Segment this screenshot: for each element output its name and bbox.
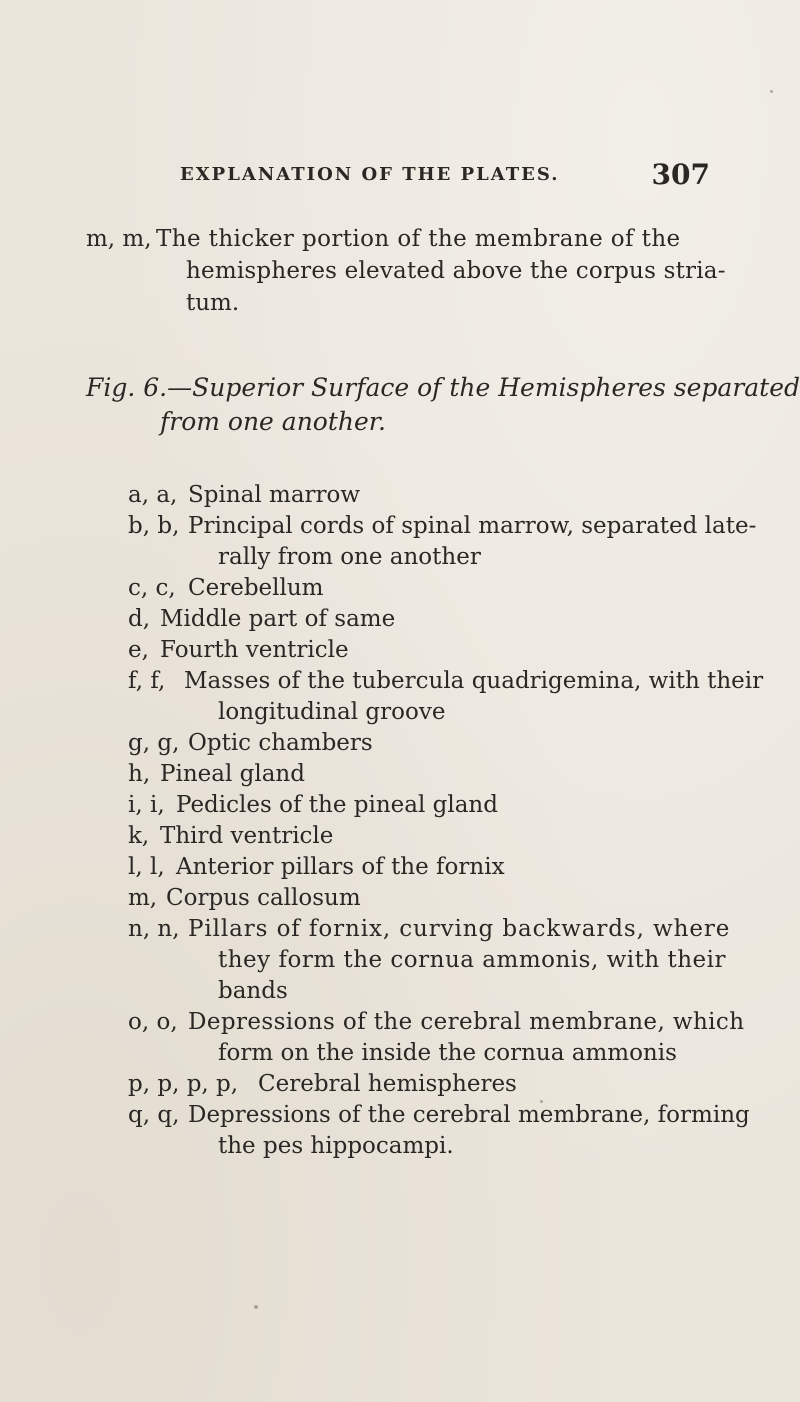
entry-text-line: Third ventricle	[160, 823, 334, 849]
entry-label: c, c,	[128, 575, 176, 601]
entry-label: l, l,	[128, 854, 165, 880]
entry-label: m,	[128, 885, 158, 911]
entry-label: g, g,	[128, 730, 180, 756]
figure-heading-line: from one another.	[160, 407, 386, 436]
figure-heading-line: Fig. 6.—Superior Surface of the Hemispheres separated	[86, 373, 800, 402]
entry-text-line: form on the inside the cornua ammonis	[218, 1040, 677, 1066]
entry-label: e,	[128, 637, 149, 663]
entry-text-line: they form the cornua ammonis, with their	[218, 947, 726, 973]
entry-text-line: the pes hippocampi.	[218, 1133, 454, 1159]
entry-text-line: Pedicles of the pineal gland	[176, 792, 498, 818]
entry-label: i, i,	[128, 792, 165, 818]
running-head	[180, 160, 710, 196]
entry-text-line: Spinal marrow	[188, 482, 361, 508]
entry-label: p, p, p, p,	[128, 1071, 239, 1097]
entry-text-line: Cerebellum	[188, 575, 324, 601]
entry-label: b, b,	[128, 513, 180, 539]
entry-text-line: Cerebral hemispheres	[258, 1071, 517, 1097]
entry-text-line: Depressions of the cerebral membrane, forming	[188, 1102, 750, 1128]
entry-text-line: Pillars of fornix, curving backwards, where	[188, 916, 731, 942]
entry-text-line: Corpus callosum	[166, 885, 361, 911]
entry-text-line: Anterior pillars of the fornix	[176, 854, 505, 880]
paper-speck	[540, 1100, 543, 1103]
entry-label: f, f,	[128, 668, 166, 694]
entry-label: q, q,	[128, 1102, 180, 1128]
entry-label: o, o,	[128, 1009, 178, 1035]
paper-speck	[770, 90, 773, 93]
entry-text-line: hemispheres elevated above the corpus stria-	[186, 258, 726, 284]
entry-label: a, a,	[128, 482, 178, 508]
entry-label: d,	[128, 606, 151, 632]
entry-label: k,	[128, 823, 150, 849]
entry-text-line: Depressions of the cerebral membrane, which	[188, 1009, 745, 1035]
running-title: EXPLANATION OF THE PLATES.	[180, 164, 560, 185]
paper-speck	[254, 1305, 258, 1309]
page-number: 307	[651, 158, 710, 191]
entry-text-line: Fourth ventricle	[160, 637, 349, 663]
entry-text-line: Optic chambers	[188, 730, 373, 756]
entry-label: n, n,	[128, 916, 180, 942]
entry-label: m, m,	[86, 226, 152, 252]
entry-label: h,	[128, 761, 151, 787]
entry-text-line: tum.	[186, 290, 240, 316]
entry-text-line: Middle part of same	[160, 606, 396, 632]
entry-text-line: Masses of the tubercula quadrigemina, with their	[184, 668, 764, 694]
entry-text-line: rally from one another	[218, 544, 481, 570]
entry-text-line: Principal cords of spinal marrow, separated late-	[188, 513, 757, 539]
entry-text-line: bands	[218, 978, 288, 1004]
entry-text-line: Pineal gland	[160, 761, 305, 787]
entry-text-line: longitudinal groove	[218, 699, 446, 725]
entry-text-line: The thicker portion of the membrane of the	[156, 226, 681, 252]
